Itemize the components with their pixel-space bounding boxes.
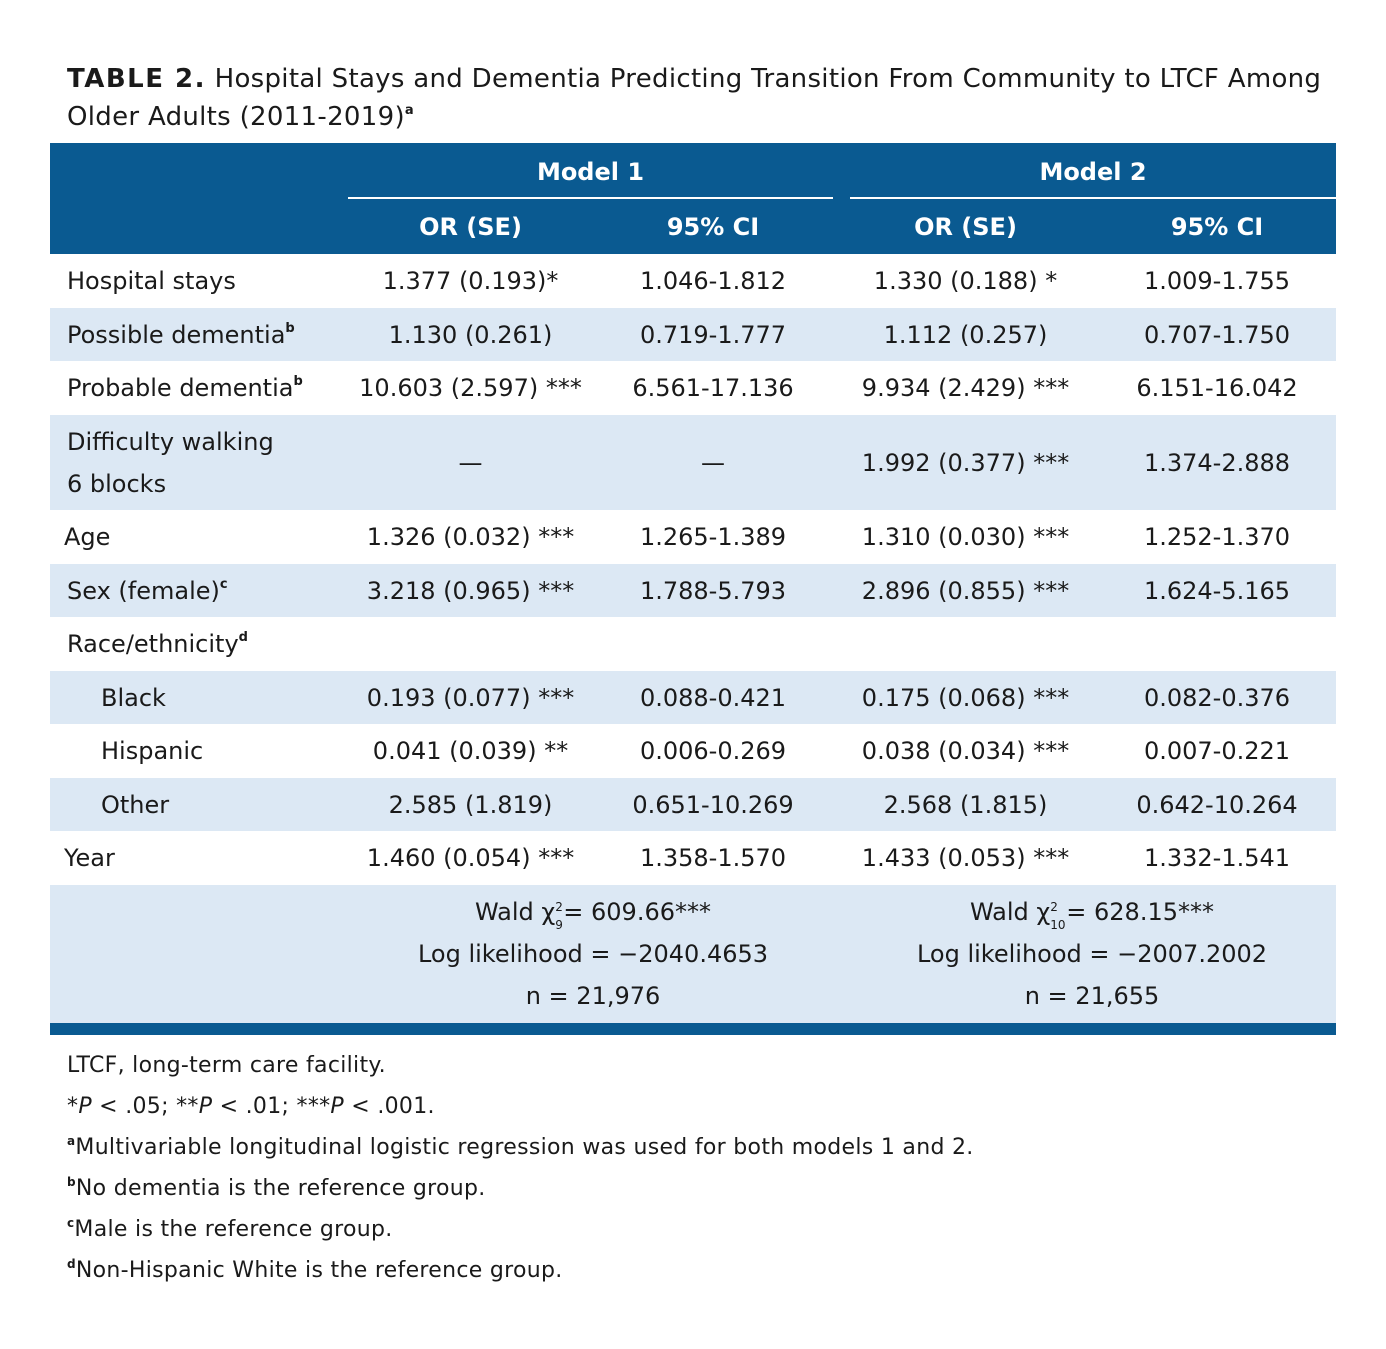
m1-ci-cell: 0.088-0.421: [639, 683, 787, 712]
m1-ci-cell: 6.561-17.136: [632, 374, 794, 402]
m1-ci-cell: 1.046-1.812: [639, 267, 787, 295]
results-table: [50, 143, 1336, 1035]
m1-or-cell: 0.041 (0.039) **: [372, 737, 569, 765]
m1-ci-cell: 1.358-1.570: [639, 844, 787, 872]
table-row: [50, 254, 1336, 308]
m2-or-cell: 1.330 (0.188) *: [873, 267, 1058, 295]
m1-or-cell: 0.193 (0.077) ***: [366, 683, 575, 712]
footnote-c: $^c$Male is the reference group.: [67, 1216, 393, 1242]
table-row: [50, 778, 1336, 831]
m2-or-cell: 1.112 (0.257): [883, 320, 1048, 349]
row-label: Black: [101, 683, 166, 712]
table-row: [50, 617, 1336, 671]
row-label: Hispanic: [101, 737, 204, 765]
footnote-a: $^a$Multivariable longitudinal logistic regression was used for both models 1 and 2.: [67, 1134, 974, 1160]
m1-ci-cell: 0.651-10.269: [632, 790, 794, 819]
m1-or-cell: —: [458, 448, 483, 477]
table-row: [50, 564, 1336, 617]
model2-wald: Wald χ 2 10 = 628.15***: [969, 898, 1214, 932]
m2-or-cell: 2.568 (1.815): [883, 790, 1048, 819]
table-label: TABLE 2.: [67, 64, 207, 94]
model2-stats: [847, 891, 1337, 1017]
row-label: Sex (female)$^c$: [67, 576, 228, 605]
table-bottom-rule: [50, 1023, 1336, 1035]
model2-loglik: Log likelihood = −2007.2002: [916, 940, 1268, 968]
table-row: [50, 724, 1336, 778]
m1-or-cell: 2.585 (1.819): [388, 790, 553, 819]
m1-or-cell: 1.130 (0.261): [388, 320, 553, 349]
model1-wald: Wald χ 2 9 = 609.66***: [474, 898, 711, 932]
model1-stats: [348, 891, 838, 1017]
row-label: Race/ethnicity$^d$: [67, 630, 248, 658]
row-label: Possible dementia$^b$: [67, 320, 295, 349]
m2-ci-cell: 0.082-0.376: [1143, 683, 1291, 712]
model1-n: n = 21,976: [525, 982, 661, 1010]
m1-ci-cell: 0.719-1.777: [639, 320, 787, 349]
model-fit-stats: [50, 885, 1336, 1023]
m2-ci-cell: 0.642-10.264: [1136, 790, 1298, 819]
footnote-d: $^d$Non-Hispanic White is the reference group.: [67, 1257, 563, 1283]
m2-or-cell: 2.896 (0.855) ***: [861, 576, 1070, 605]
table-caption: [67, 60, 1327, 136]
title-footnote-mark: a: [404, 103, 414, 118]
model1-loglik: Log likelihood = −2040.4653: [417, 940, 769, 968]
row-label: Age: [64, 523, 111, 551]
m1-ci-cell: —: [701, 448, 725, 477]
m1-ci-cell: 0.006-0.269: [639, 737, 787, 765]
row-label: Difficulty walking 6 blocks: [67, 427, 274, 498]
m2-or-cell: 0.175 (0.068) ***: [861, 683, 1070, 712]
m1-or-cell: 1.326 (0.032) ***: [366, 523, 575, 551]
m2-ci-cell: 1.332-1.541: [1143, 844, 1291, 872]
m1-or-cell: 10.603 (2.597) ***: [359, 374, 582, 402]
m1-ci-cell: 1.265-1.389: [639, 523, 787, 551]
table-title: Hospital Stays and Dementia Predicting Transition From Community to LTCF Among Older Adults (2011-2019): [67, 64, 1322, 132]
row-label: Year: [64, 844, 115, 872]
m1-ci-cell: 1.788-5.793: [639, 576, 787, 605]
table-header: [50, 143, 1336, 254]
row-label: Probable dementia$^b$: [67, 374, 303, 402]
m2-or-cell: 1.433 (0.053) ***: [861, 844, 1070, 872]
model2-header: Model 2: [1039, 158, 1147, 186]
model1-or-header: OR (SE): [419, 213, 522, 241]
abbreviation-note: LTCF, long-term care facility.: [67, 1053, 386, 1078]
m2-ci-cell: 1.252-1.370: [1143, 523, 1291, 551]
m2-ci-cell: 1.624-5.165: [1143, 576, 1291, 605]
m2-ci-cell: 0.007-0.221: [1143, 737, 1291, 765]
model1-header: Model 1: [536, 158, 645, 186]
table-row: [50, 510, 1336, 564]
m2-or-cell: 9.934 (2.429) ***: [861, 374, 1070, 402]
m1-or-cell: 1.460 (0.054) ***: [366, 844, 575, 872]
m2-ci-cell: 1.009-1.755: [1143, 267, 1291, 295]
model2-ci-header: 95% CI: [1170, 213, 1264, 241]
m2-ci-cell: 0.707-1.750: [1143, 320, 1291, 349]
m2-or-cell: 1.310 (0.030) ***: [861, 523, 1070, 551]
model2-or-header: OR (SE): [914, 213, 1017, 241]
model1-ci-header: 95% CI: [666, 213, 760, 241]
table-row: [50, 831, 1336, 885]
row-label: Hospital stays: [67, 267, 236, 295]
model2-n: n = 21,655: [1024, 982, 1160, 1010]
m2-or-cell: 1.992 (0.377) ***: [861, 448, 1070, 477]
p-value-note: *P < .05; **P < .01; ***P < .001.: [67, 1094, 435, 1119]
m2-or-cell: 0.038 (0.034) ***: [861, 737, 1070, 765]
table-row: [50, 361, 1336, 415]
m2-ci-cell: 1.374-2.888: [1143, 448, 1291, 477]
table-row: [50, 308, 1336, 361]
footnote-b: $^b$No dementia is the reference group.: [67, 1175, 486, 1201]
m1-or-cell: 1.377 (0.193)*: [382, 267, 559, 295]
row-label: Other: [101, 790, 170, 819]
table-row: [50, 415, 1336, 510]
m1-or-cell: 3.218 (0.965) ***: [366, 576, 575, 605]
table-footnotes: [67, 1045, 1327, 1291]
table-row: [50, 671, 1336, 724]
m2-ci-cell: 6.151-16.042: [1136, 374, 1298, 402]
